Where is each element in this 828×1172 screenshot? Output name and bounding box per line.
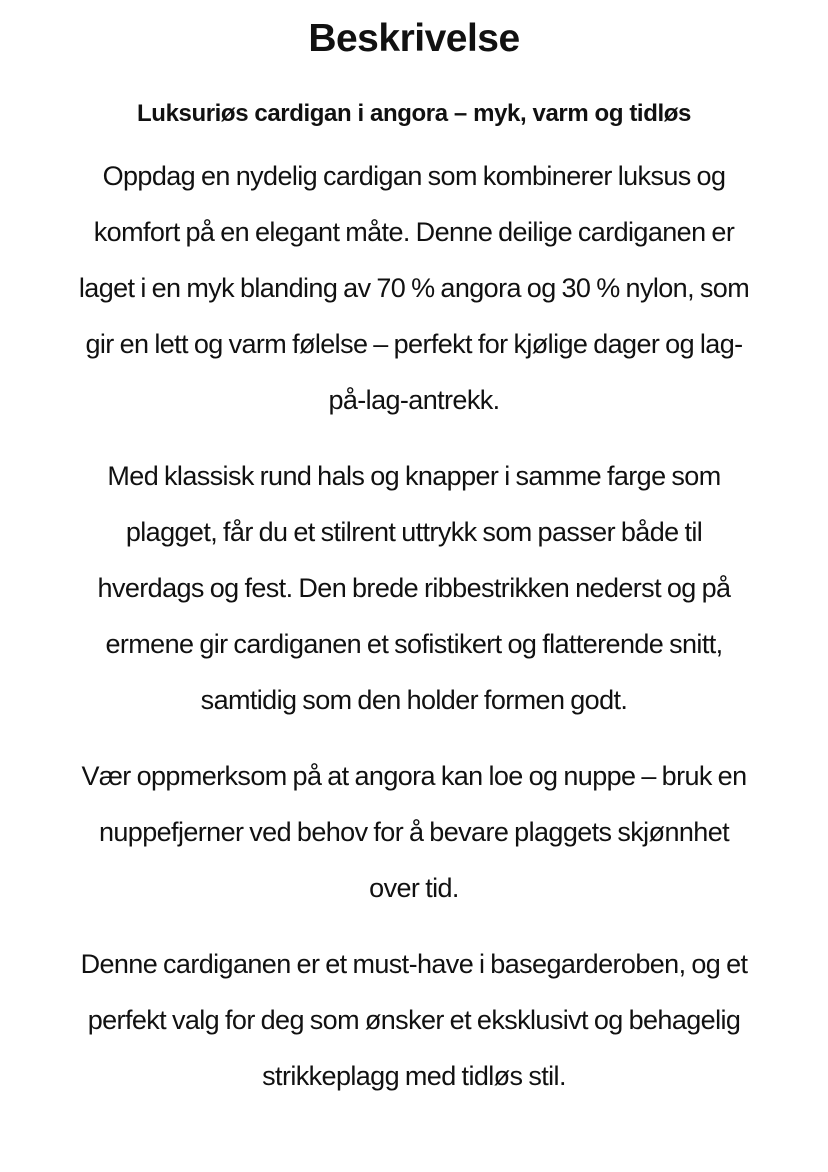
text-line: Med klassisk rund hals og knapper i samme farge som [107, 461, 721, 491]
description-paragraph-design [18, 448, 810, 728]
text-line: komfort på en elegant måte. Denne deilige cardiganen er [93, 217, 735, 247]
text-line: på-lag-antrekk. [328, 385, 500, 415]
text-line: strikkeplagg med tidløs stil. [262, 1061, 566, 1091]
page-title: Beskrivelse [308, 17, 520, 60]
product-subheading: Luksuriøs cardigan i angora – myk, varm og tidløs [137, 100, 691, 127]
text-line: hverdags og fest. Den brede ribbestrikken nederst og på [97, 573, 731, 603]
text-line: laget i en myk blanding av 70 % angora og 30 % nylon, som [78, 273, 750, 303]
description-paragraph-summary [18, 936, 810, 1104]
text-line: Oppdag en nydelig cardigan som kombinerer luksus og [102, 161, 726, 191]
description-paragraph-intro [18, 148, 810, 428]
description-paragraph-care [18, 748, 810, 916]
text-line: over tid. [369, 873, 459, 903]
text-line: plagget, får du et stilrent uttrykk som passer både til [125, 517, 703, 547]
text-line: Vær oppmerksom på at angora kan loe og nuppe – bruk en [81, 761, 747, 791]
text-line: Denne cardiganen er et must-have i basegarderoben, og et [80, 949, 748, 979]
text-line: perfekt valg for deg som ønsker et eksklusivt og behagelig [87, 1005, 741, 1035]
text-line: samtidig som den holder formen godt. [200, 685, 628, 715]
text-line: gir en lett og varm følelse – perfekt for kjølige dager og lag- [85, 329, 743, 359]
text-line: ermene gir cardiganen et sofistikert og flatterende snitt, [105, 629, 723, 659]
text-line: nuppefjerner ved behov for å bevare plaggets skjønnhet [98, 817, 730, 847]
